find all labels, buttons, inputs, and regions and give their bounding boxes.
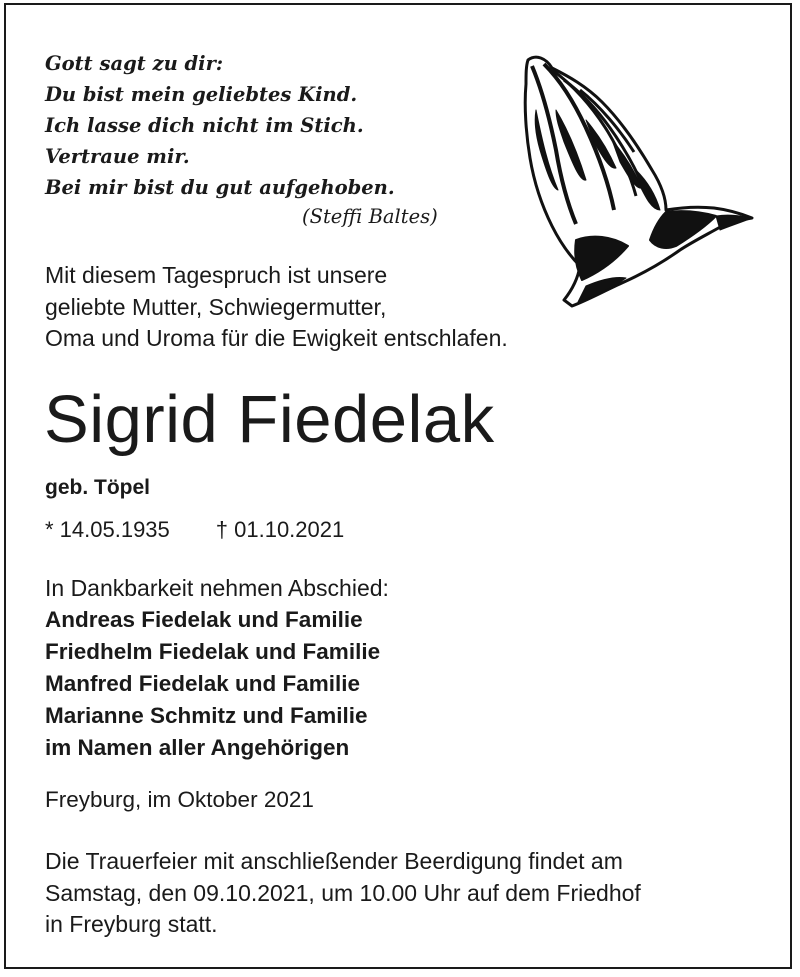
- mourner-name: Marianne Schmitz und Familie: [45, 703, 368, 728]
- poem-line: Gott sagt zu dir:: [45, 52, 224, 75]
- intro-line: geliebte Mutter, Schwiegermutter,: [45, 293, 387, 320]
- mourner-name: Manfred Fiedelak und Familie: [45, 671, 361, 696]
- intro-text: [45, 260, 508, 355]
- mourners-heading: In Dankbarkeit nehmen Abschied:: [45, 575, 389, 601]
- funeral-info: [45, 846, 641, 941]
- funeral-line: Samstag, den 09.10.2021, um 10.00 Uhr auf dem Friedhof: [45, 879, 641, 906]
- poem-author: (Steffi Baltes): [302, 205, 438, 228]
- deceased-name: Sigrid Fiedelak: [44, 382, 495, 457]
- poem-line: Bei mir bist du gut aufgehoben.: [45, 176, 395, 199]
- poem-line: Vertraue mir.: [45, 145, 190, 168]
- death-date: † 01.10.2021: [215, 517, 345, 542]
- praying-hands-icon: [516, 50, 756, 310]
- poem: [45, 48, 395, 203]
- mourner-name: Andreas Fiedelak und Familie: [45, 607, 363, 632]
- place-date: Freyburg, im Oktober 2021: [45, 787, 314, 812]
- intro-line: Mit diesem Tagespruch ist unsere: [45, 262, 388, 288]
- intro-line: Oma und Uroma für die Ewigkeit entschlafen.: [45, 325, 508, 351]
- mourner-name: Friedhelm Fiedelak und Familie: [45, 639, 381, 664]
- poem-line: Ich lasse dich nicht im Stich.: [45, 114, 364, 137]
- funeral-line: in Freyburg statt.: [45, 911, 218, 937]
- life-dates: [45, 517, 344, 543]
- mourner-name: im Namen aller Angehörigen: [45, 735, 350, 760]
- maiden-name: geb. Töpel: [45, 476, 150, 499]
- poem-line: Du bist mein geliebtes Kind.: [45, 83, 358, 106]
- mourners-list: [45, 604, 380, 764]
- birth-date: * 14.05.1935: [45, 517, 170, 542]
- funeral-line: Die Trauerfeier mit anschließender Beerdigung findet am: [45, 848, 623, 874]
